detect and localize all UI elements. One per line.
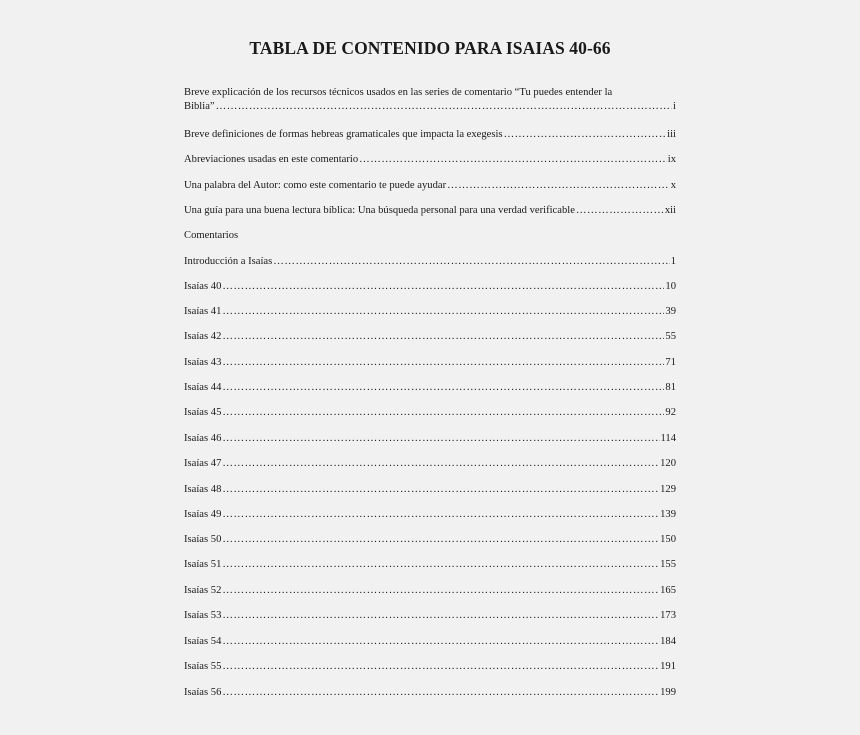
- dot-leader: [222, 483, 659, 497]
- toc-entry-row: [184, 558, 676, 572]
- toc-entry-label: Isaías 49: [184, 509, 222, 520]
- toc-entry-label: Isaías 40: [184, 281, 222, 292]
- dot-leader: [576, 204, 664, 218]
- toc-entry-page-number: 139: [660, 509, 676, 520]
- toc-entry-row: [184, 255, 676, 269]
- toc-entry-row: [184, 229, 676, 243]
- toc-entry-label: Isaías 50: [184, 534, 222, 545]
- toc-entry-row: [184, 153, 676, 167]
- dot-leader: [273, 255, 669, 269]
- toc-entry-page-number: 155: [660, 559, 676, 570]
- toc-entry-row: [184, 483, 676, 497]
- toc-entry: [184, 584, 676, 598]
- toc-entry: [184, 483, 676, 497]
- toc-entry: [184, 305, 676, 319]
- dot-leader: [222, 635, 659, 649]
- toc-entry-label: Isaías 53: [184, 610, 222, 621]
- toc-entry-label: Isaías 55: [184, 661, 222, 672]
- toc-entry-row: [184, 584, 676, 598]
- toc-entry-label: Isaías 52: [184, 585, 222, 596]
- toc-entry-page-number: 120: [660, 458, 676, 469]
- toc-entry-label: Comentarios: [184, 230, 239, 241]
- dot-leader: [504, 128, 667, 142]
- toc-entry: [184, 381, 676, 395]
- toc-entry-row: [184, 305, 676, 319]
- toc-entry-page-number: 129: [660, 484, 676, 495]
- page-title: TABLA DE CONTENIDO PARA ISAIAS 40-66: [249, 38, 611, 58]
- toc-entry-page-number: 191: [660, 661, 676, 672]
- toc-entry: [184, 204, 676, 218]
- dot-leader: [222, 305, 664, 319]
- toc-entry: [184, 635, 676, 649]
- toc-entry-label: Una palabra del Autor: como este comentario te puede ayudar: [184, 180, 447, 191]
- toc-entry-row: [184, 381, 676, 395]
- toc-entry: [184, 660, 676, 674]
- toc-entry: [184, 179, 676, 193]
- dot-leader: [222, 686, 659, 700]
- toc-entry-row: [184, 508, 676, 522]
- toc-entry: [184, 609, 676, 623]
- toc-entry: [184, 686, 676, 700]
- toc-entry-label: Isaías 56: [184, 687, 222, 698]
- toc-entry-page-number: 71: [665, 357, 676, 368]
- dot-leader: [222, 457, 659, 471]
- toc-entry-row: [184, 280, 676, 294]
- toc-entry-page-number: iii: [667, 129, 676, 140]
- toc-entry-row: [184, 432, 676, 446]
- toc-entry: [184, 153, 676, 167]
- dot-leader: [222, 432, 659, 446]
- toc-entry-label: Una guía para una buena lectura bíblica: Una búsqueda personal para una verdad verificable: [184, 205, 575, 216]
- toc-entry: [184, 128, 676, 142]
- toc-entry-label: Isaías 44: [184, 382, 222, 393]
- dot-leader: [222, 356, 664, 370]
- toc-entry-page-number: 92: [665, 407, 676, 418]
- toc-entry: [184, 558, 676, 572]
- toc-entry-row: [184, 457, 676, 471]
- toc-entry: [184, 508, 676, 522]
- toc-entry-row: [184, 609, 676, 623]
- toc-entry-row: [184, 128, 676, 142]
- toc-entry-label: Isaías 41: [184, 306, 222, 317]
- dot-leader: [216, 100, 672, 114]
- toc-entry-page-number: 199: [660, 687, 676, 698]
- toc-entry-label: Introducción a Isaías: [184, 256, 273, 267]
- toc-entry-first-line: Breve explicación de los recursos técnicos usados en las series de comentario “Tu puedes entender la: [184, 87, 613, 98]
- toc-entry-page-number: ix: [667, 154, 676, 165]
- toc-entry-row: [184, 660, 676, 674]
- toc-entry: [184, 533, 676, 547]
- toc-entry-page-number: i: [673, 101, 676, 112]
- toc-entry: [184, 457, 676, 471]
- toc-entry-page-number: 184: [660, 636, 676, 647]
- toc-entry-label: Isaías 54: [184, 636, 222, 647]
- dot-leader: [222, 508, 659, 522]
- toc-entry-page-number: 114: [660, 433, 676, 444]
- toc-entry-page-number: 10: [665, 281, 676, 292]
- toc-entry-page-number: 55: [665, 331, 676, 342]
- toc-entry-label: Isaías 45: [184, 407, 222, 418]
- toc-entry-label: Isaías 43: [184, 357, 222, 368]
- toc-entry: [184, 86, 676, 114]
- toc-entry: [184, 229, 676, 243]
- toc-entry-row: [184, 100, 676, 114]
- toc-entry: [184, 406, 676, 420]
- toc-entry-page-number: 39: [665, 306, 676, 317]
- toc-entry: [184, 255, 676, 269]
- toc-entry-row: [184, 533, 676, 547]
- toc-entry-page-number: 165: [660, 585, 676, 596]
- dot-leader: [222, 660, 659, 674]
- toc-entry-row: [184, 204, 676, 218]
- dot-leader: [222, 330, 664, 344]
- toc-entry-label: Isaías 48: [184, 484, 222, 495]
- dot-leader: [222, 406, 664, 420]
- toc-entry-label: Abreviaciones usadas en este comentario: [184, 154, 359, 165]
- dot-leader: [359, 153, 667, 167]
- toc-entry-label: Breve definiciones de formas hebreas gramaticales que impacta la exegesis: [184, 129, 503, 140]
- toc-entry-label: Biblia”: [184, 101, 215, 112]
- dot-leader: [222, 609, 659, 623]
- toc-entry-page-number: x: [670, 180, 676, 191]
- dot-leader: [222, 558, 659, 572]
- toc-entry: [184, 330, 676, 344]
- toc-entry-page-number: 173: [660, 610, 676, 621]
- toc-entry: [184, 356, 676, 370]
- toc-entry: [184, 280, 676, 294]
- dot-leader: [222, 533, 659, 547]
- toc-entry-page-number: 1: [670, 256, 676, 267]
- toc-entry-label: Isaías 51: [184, 559, 222, 570]
- toc-entry-row: [184, 635, 676, 649]
- toc-entry-row: [184, 356, 676, 370]
- toc-entry-page-number: 150: [660, 534, 676, 545]
- dot-leader: [222, 280, 664, 294]
- toc-entry-label: Isaías 42: [184, 331, 222, 342]
- dot-leader: [222, 381, 664, 395]
- toc-entry-row: [184, 686, 676, 700]
- toc-entry-page-number: xii: [664, 205, 676, 216]
- toc-entry-label: Isaías 47: [184, 458, 222, 469]
- toc-entry-row: [184, 330, 676, 344]
- toc-entry-row: [184, 406, 676, 420]
- toc-entry: [184, 432, 676, 446]
- dot-leader: [222, 584, 659, 598]
- toc-entry-row: [184, 179, 676, 193]
- toc-entry-page-number: 81: [665, 382, 676, 393]
- dot-leader: [447, 179, 670, 193]
- toc-entry-label: Isaías 46: [184, 433, 222, 444]
